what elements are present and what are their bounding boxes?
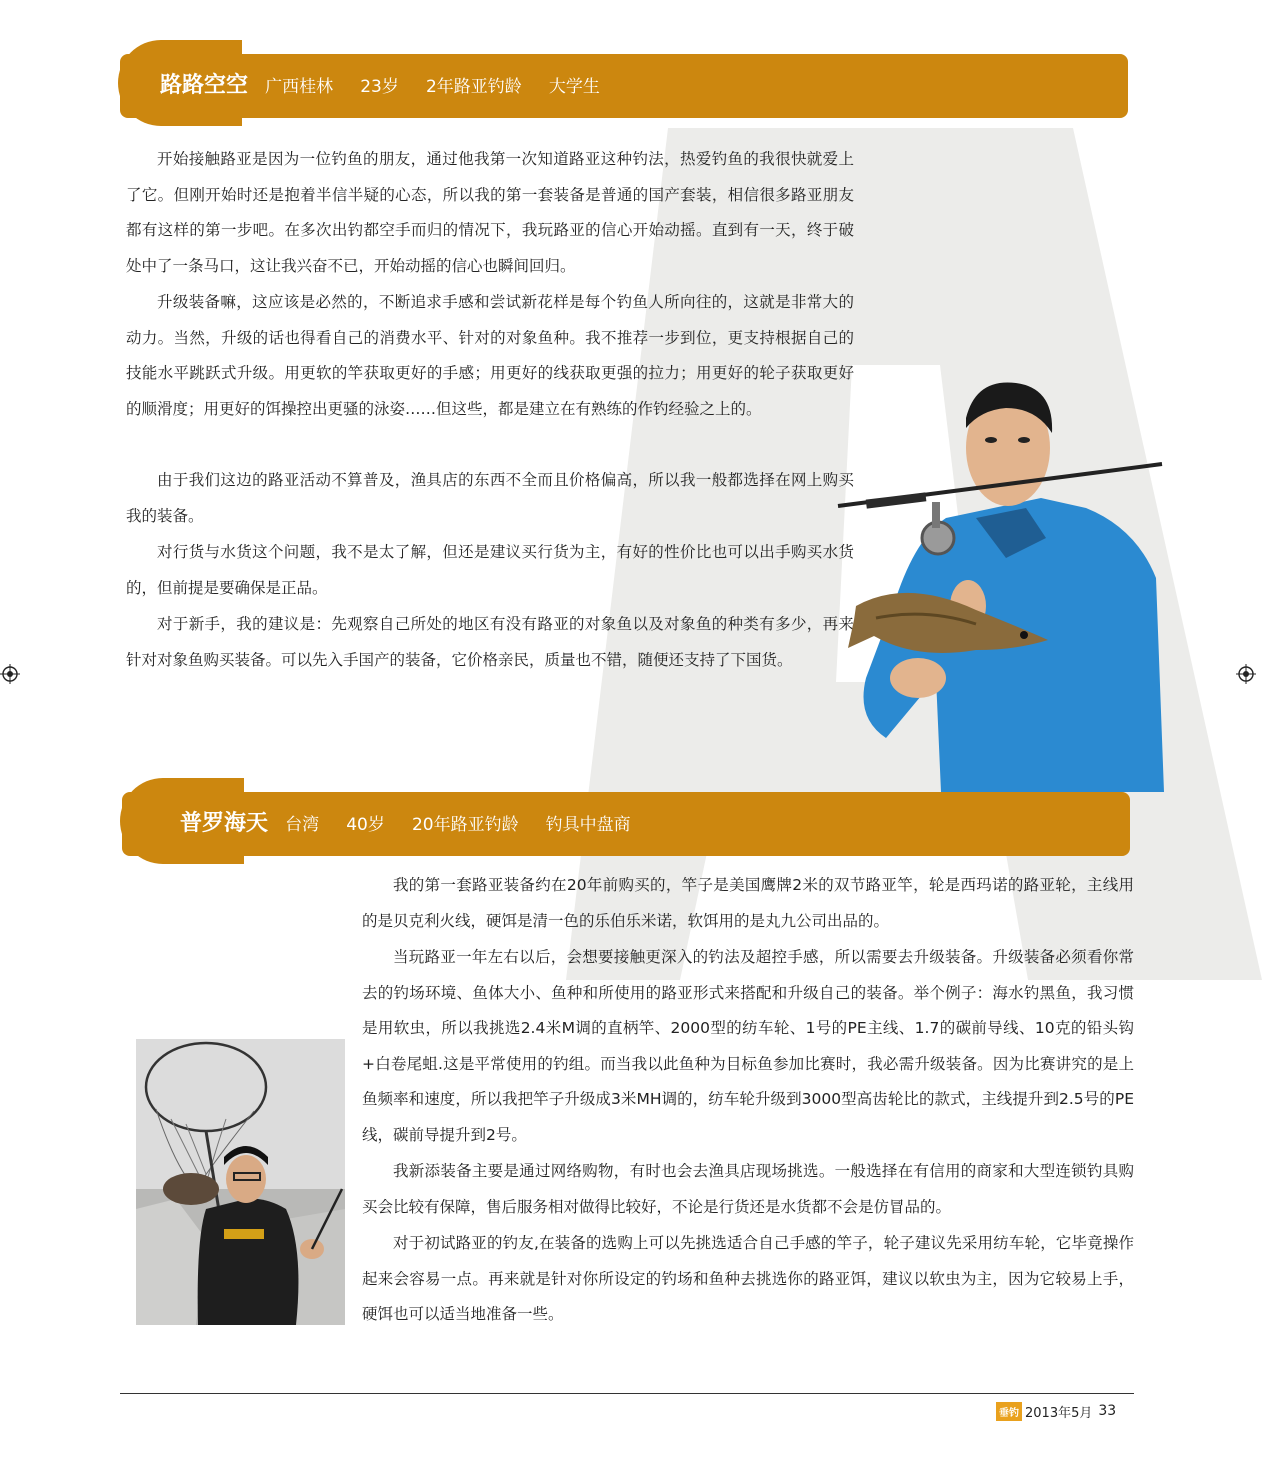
profile-banner-2	[122, 792, 1130, 856]
profile-location: 台湾	[285, 815, 320, 835]
angler-photo-2	[136, 1039, 345, 1325]
registration-mark-icon	[1236, 664, 1256, 684]
profile-age: 23岁	[360, 77, 399, 97]
profile-occupation: 大学生	[548, 77, 600, 97]
profile-name: 普罗海天	[180, 811, 269, 836]
footer-rule	[120, 1393, 1134, 1394]
profile-age: 40岁	[346, 815, 385, 835]
registration-mark-icon	[0, 664, 20, 684]
magazine-logo: 垂钓	[996, 1402, 1022, 1421]
angler-photo-1	[826, 378, 1164, 792]
paragraph: 我新添装备主要是通过网络购物，有时也会去渔具店现场挑选。一般选择在有信用的商家和大型连锁钓具购买会比较有保障，售后服务相对做得比较好，不论是行货还是水货都不会是仿冒品的。	[362, 1162, 1134, 1216]
profile-experience: 2年路亚钓龄	[425, 77, 522, 97]
issue-date: 2013年5月	[1025, 1405, 1093, 1421]
paragraph: 对于初试路亚的钓友,在装备的选购上可以先挑选适合自己手感的竿子，轮子建议先采用纺车轮，它毕竟操作起来会容易一点。再来就是针对你所设定的钓场和鱼种去挑选你的路亚饵，建议以软虫为主，因为它较易上手，硬饵也可以适当地准备一些。	[362, 1234, 1134, 1324]
paragraph: 开始接触路亚是因为一位钓鱼的朋友，通过他我第一次知道路亚这种钓法，热爱钓鱼的我很快就爱上了它。但刚开始时还是抱着半信半疑的心态，所以我的第一套装备是普通的国产套装，相信很多路亚朋友都有这样的第一步吧。在多次出钓都空手而归的情况下，我玩路亚的信心开始动摇。直到有一天，终于破处中了一条马口，这让我兴奋不已，开始动摇的信心也瞬间回归。	[126, 150, 854, 275]
profile-experience: 20年路亚钓龄	[411, 815, 519, 835]
paragraph: 当玩路亚一年左右以后，会想要接触更深入的钓法及超控手感，所以需要去升级装备。升级装备必须看你常去的钓场环境、鱼体大小、鱼种和所使用的路亚形式来搭配和升级自己的装备。举个例子：海水钓黑鱼，我习惯是用软虫，所以我挑选2.4米M调的直柄竿、2000型的纺车轮、1号的PE主线、1.7的碳前导线、10克的铅头钩+白卷尾蛆.这是平常使用的钓组。而当我以此鱼种为目标鱼参加比赛时，我必需升级装备。因为比赛讲究的是上鱼频率和速度，所以我把竿子升级成3米MH调的，纺车轮升级到3000型高齿轮比的款式，主线提升到2.5号的PE线，碳前导提升到2号。	[362, 948, 1134, 1144]
profile-banner-1	[120, 54, 1128, 118]
paragraph: 我的第一套路亚装备约在20年前购买的，竿子是美国鹰牌2米的双节路亚竿，轮是西玛诺的路亚轮，主线用的是贝克利火线，硬饵是清一色的乐伯乐米诺，软饵用的是丸九公司出品的。	[362, 876, 1134, 930]
paragraph: 对于新手，我的建议是：先观察自己所处的地区有没有路亚的对象鱼以及对象鱼的种类有多少，再来针对对象鱼购买装备。可以先入手国产的装备，它价格亲民，质量也不错，随便还支持了下国货。	[126, 615, 854, 669]
paragraph: 对行货与水货这个问题，我不是太了解，但还是建议买行货为主，有好的性价比也可以出手购买水货的，但前提是要确保是正品。	[126, 543, 854, 597]
profile-location: 广西桂林	[265, 77, 334, 97]
profile-name: 路路空空	[160, 73, 249, 98]
page-number: 33	[1098, 1403, 1117, 1419]
paragraph: 升级装备嘛，这应该是必然的，不断追求手感和尝试新花样是每个钓鱼人所向往的，这就是非常大的动力。当然，升级的话也得看自己的消费水平、针对的对象鱼种。我不推荐一步到位，更支持根据自己的技能水平跳跃式升级。用更软的竿获取更好的手感；用更好的线获取更强的拉力；用更好的轮子获取更好的顺滑度；用更好的饵操控出更骚的泳姿……但这些，都是建立在有熟练的作钓经验之上的。	[126, 293, 854, 418]
page-footer	[996, 1401, 1116, 1421]
profile-occupation: 钓具中盘商	[545, 815, 631, 835]
paragraph: 由于我们这边的路亚活动不算普及，渔具店的东西不全而且价格偏高，所以我一般都选择在网上购买我的装备。	[126, 471, 854, 525]
